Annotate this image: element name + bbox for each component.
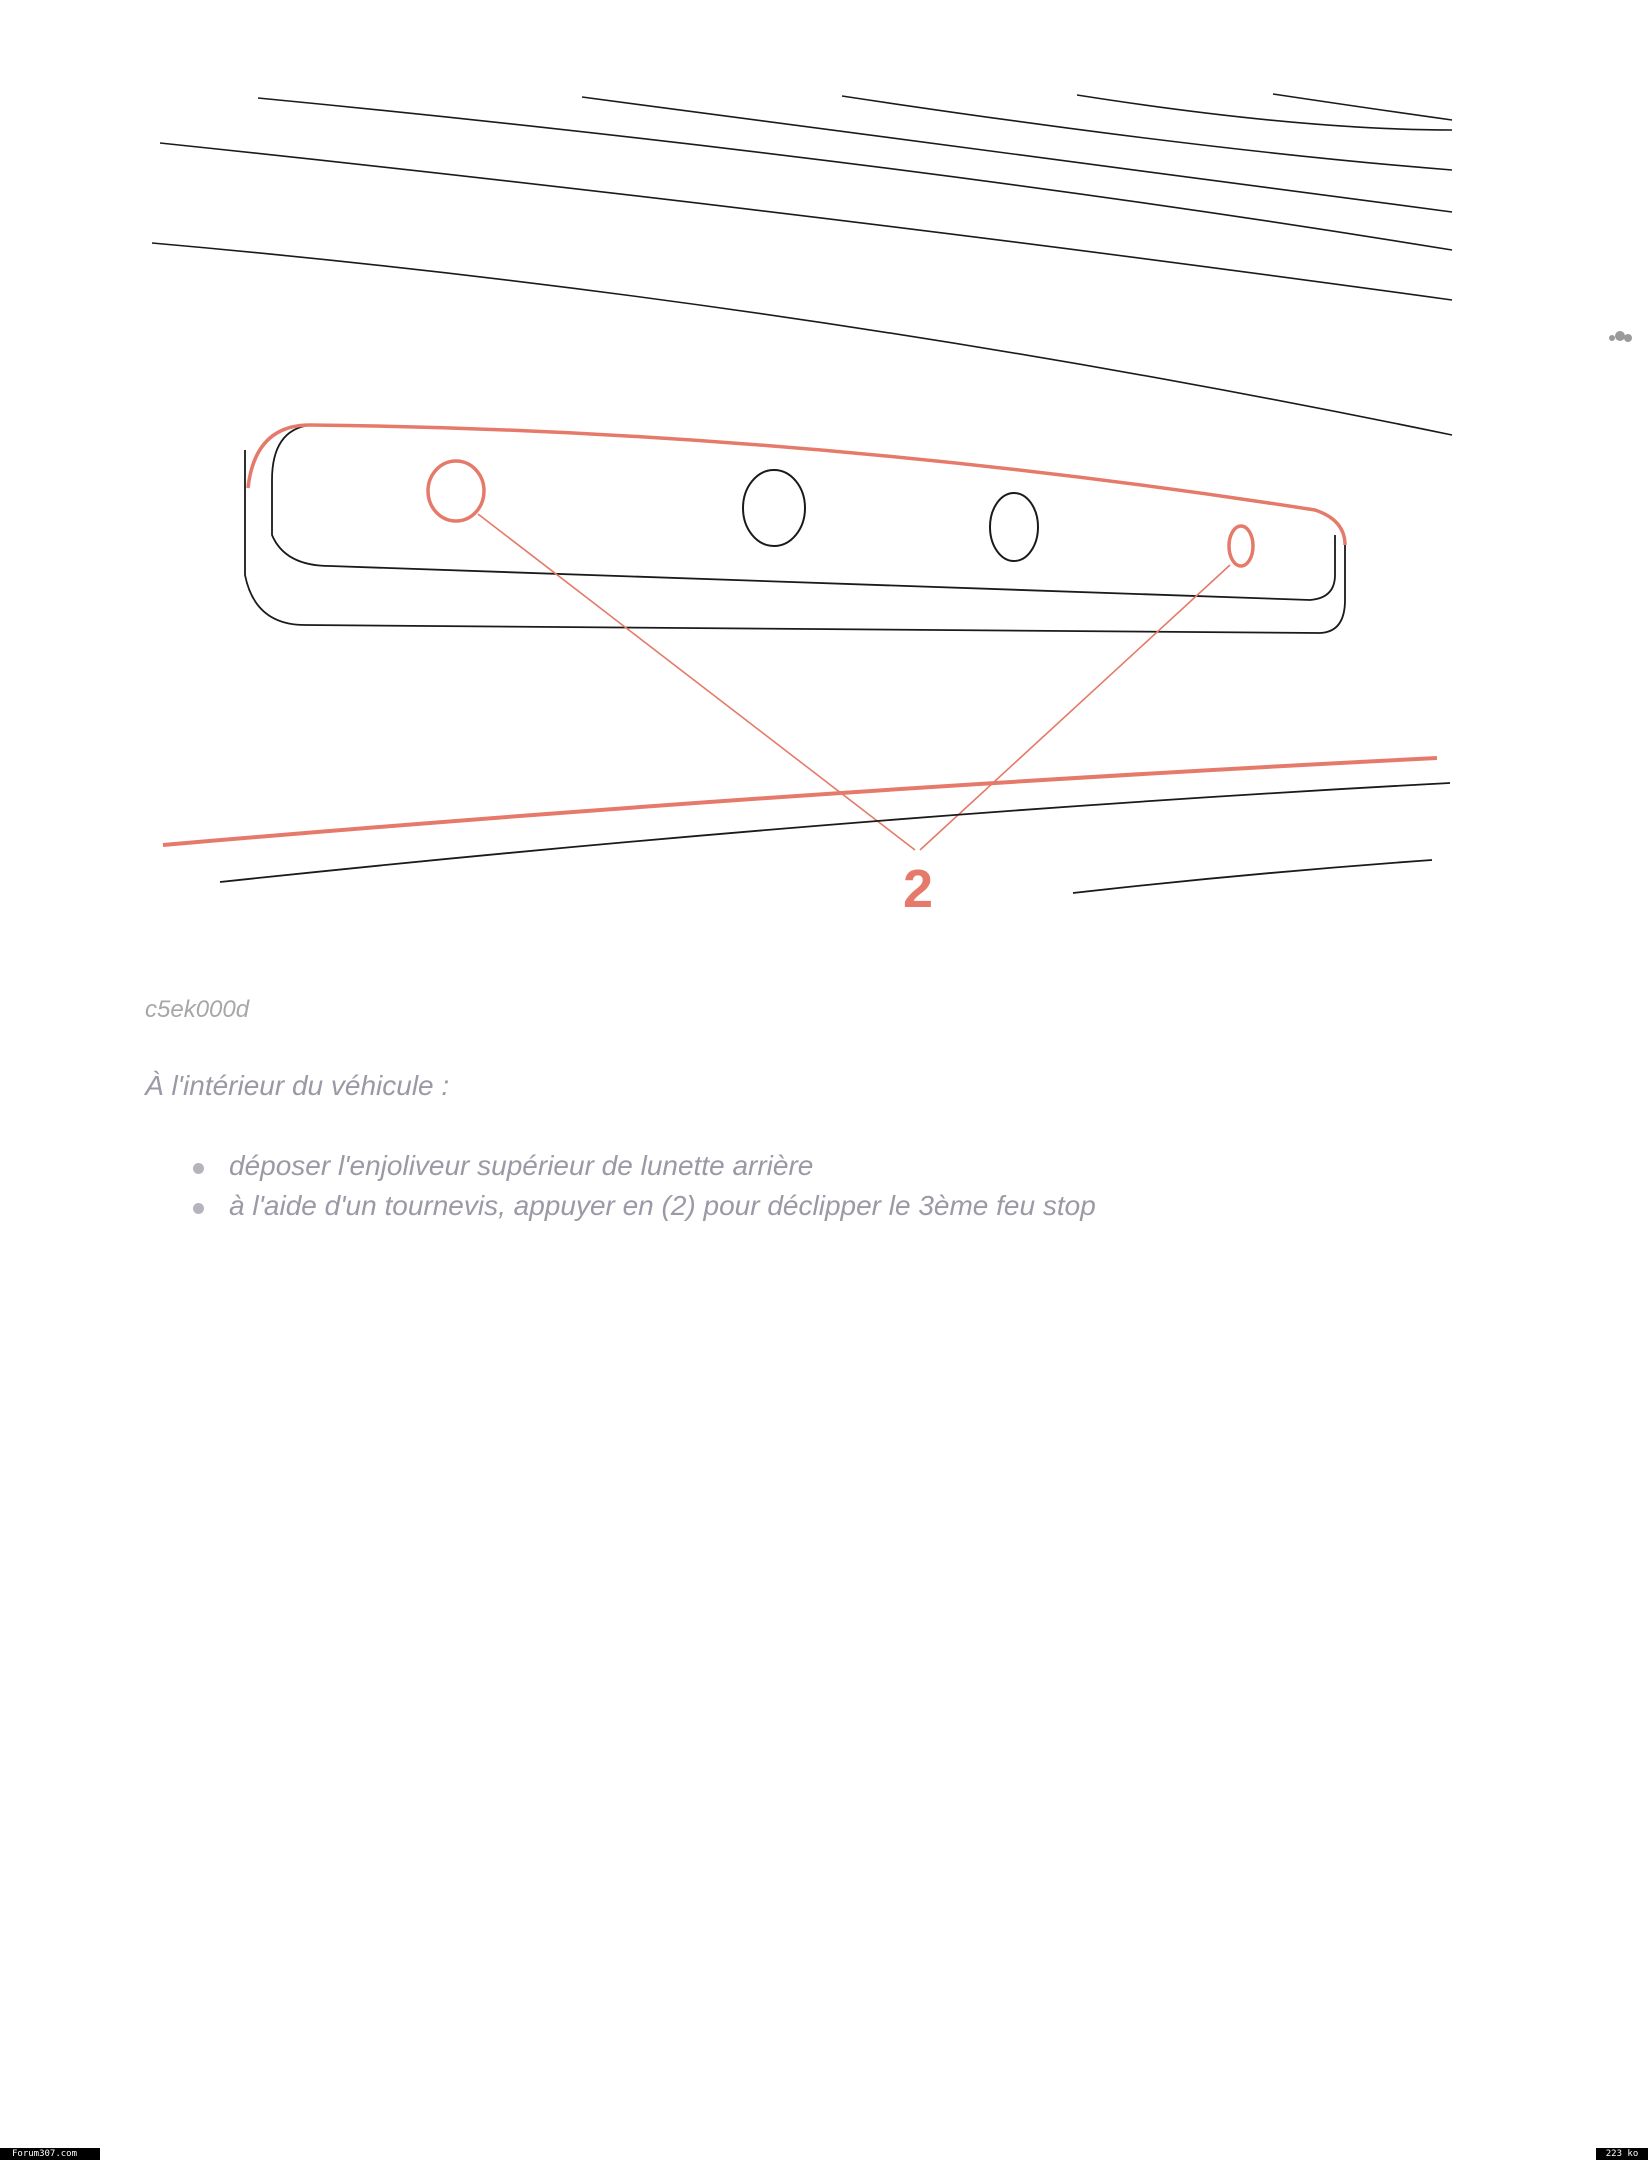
brake-light-housing	[245, 425, 1345, 633]
brake-light-diagram	[0, 0, 1648, 920]
figure-code: c5ek000d	[145, 996, 250, 1023]
instruction-list	[145, 1146, 1096, 1226]
clip-point-right	[1229, 526, 1253, 566]
bullet-icon	[193, 1203, 204, 1214]
footer-source-label: Forum307.com	[0, 2148, 100, 2160]
window-seal-line	[1073, 860, 1432, 893]
list-item	[145, 1186, 1096, 1226]
window-line	[152, 243, 1452, 435]
footer-size-label: 223 ko	[1596, 2148, 1648, 2160]
step-text: déposer l'enjoliveur supérieur de lunette arrière	[229, 1150, 814, 1181]
scan-speck	[1609, 331, 1632, 342]
housing-top-edge	[248, 425, 1345, 545]
window-seal-highlight	[163, 758, 1437, 845]
window-seal-line	[220, 783, 1450, 882]
callout-label: 2	[902, 859, 934, 919]
section-intro: À l'intérieur du véhicule :	[145, 1070, 450, 1101]
window-line	[582, 97, 1452, 212]
list-item	[145, 1146, 1096, 1186]
callout-leaders	[478, 514, 1230, 850]
clip-point-left	[428, 461, 484, 521]
bullet-icon	[193, 1163, 204, 1174]
clip-hole	[743, 470, 805, 546]
window-line	[1273, 94, 1452, 120]
housing-inner	[272, 425, 1335, 600]
clip-hole	[990, 493, 1038, 561]
window-line	[160, 143, 1452, 300]
step-text: à l'aide d'un tournevis, appuyer en (2) pour déclipper le 3ème feu stop	[229, 1190, 1096, 1221]
housing-outer	[245, 450, 1345, 633]
rear-window-lines	[152, 94, 1452, 435]
